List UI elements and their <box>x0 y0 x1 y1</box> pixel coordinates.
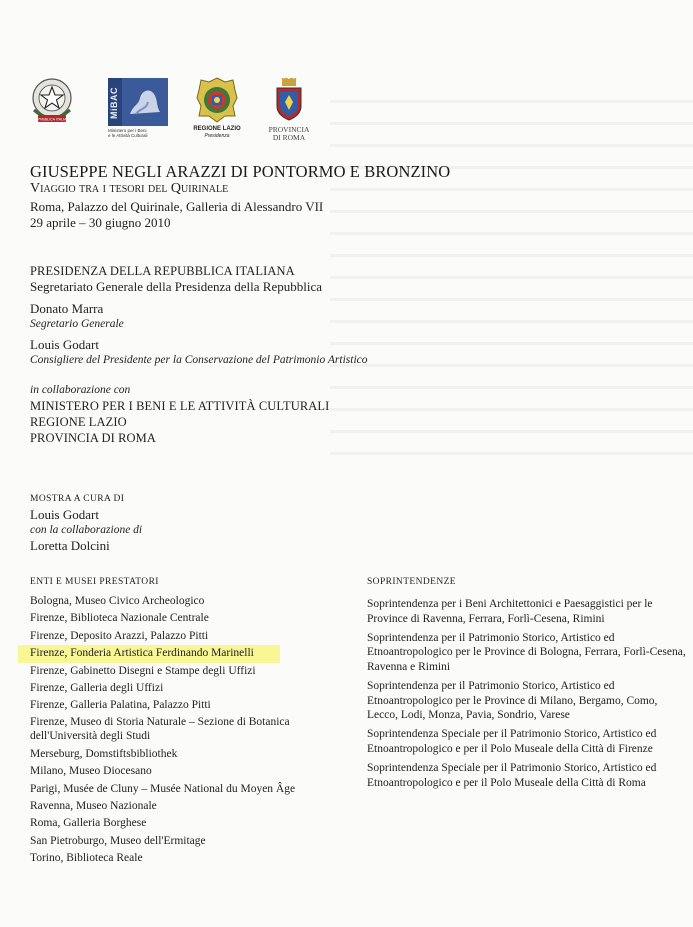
logo-row <box>30 74 340 144</box>
mibac-caption: Ministero per i Beni e le Attività Culturali <box>108 128 148 138</box>
person-name: Donato Marra <box>30 301 104 316</box>
mostra-label: MOSTRA A CURA DI <box>30 494 125 504</box>
regione-lazio-caption: REGIONE LAZIO Presidenza <box>193 126 241 139</box>
list-item: Torino, Biblioteca Reale <box>30 852 143 865</box>
list-item: Firenze, Gabinetto Disegni e Stampe degli Uffizi <box>30 664 256 677</box>
collaborazione-intro: in collaborazione con <box>30 384 131 396</box>
person-role: Consigliere del Presidente per la Conservazione del Patrimonio Artistico <box>30 354 368 366</box>
list-item: Milano, Museo Diocesano <box>30 765 152 778</box>
soprintendenza-entry: Soprintendenza per il Patrimonio Storico, Artistico ed Etnoantropologico per le Province di Bologna, Ferrara, Forlì-Cesena, Ravenna e Rimini <box>367 631 686 673</box>
soprintendenza-entry: Soprintendenza Speciale per il Patrimonio Storico, Artistico ed Etnoantropologico e per il Polo Museale della Città di Firenze <box>367 728 657 755</box>
person-role: Segretario Generale <box>30 318 124 330</box>
enti-list <box>30 593 295 868</box>
soprintendenza-entry: Soprintendenza per il Patrimonio Storico, Artistico ed Etnoantropologico per le Province di Milano, Bergamo, Como, Lecco, Lodi, Monza, Pavia, Sondrio, Varese <box>367 679 658 722</box>
mibac-logo <box>108 78 168 126</box>
list-item: Firenze, Galleria Palatina, Palazzo Pitti <box>30 699 211 712</box>
list-item: Roma, Galleria Borghese <box>30 817 147 830</box>
enti-label: ENTI E MUSEI PRESTATORI <box>30 577 159 587</box>
secretariat-line: Segretariato Generale della Presidenza della Repubblica <box>30 279 323 294</box>
presidenza-heading: PRESIDENZA DELLA REPUBBLICA ITALIANA <box>30 264 295 278</box>
soprintendenza-entry: Soprintendenza Speciale per il Patrimonio Storico, Artistico ed Etnoantropologico e per il Polo Museale della Città di Roma <box>367 761 657 789</box>
presidenza-section <box>30 263 368 368</box>
venue-line: Roma, Palazzo del Quirinale, Galleria di Alessandro VII <box>30 199 324 214</box>
soprintendenze-section <box>367 576 687 795</box>
list-item: Bologna, Museo Civico Archeologico <box>30 595 205 607</box>
soprintendenze-label: SOPRINTENDENZE <box>367 577 456 587</box>
list-item: Merseburg, Domstiftsbibliothek <box>30 747 178 760</box>
partner-line: MINISTERO PER I BENI E LE ATTIVITÀ CULTURALI <box>30 399 330 413</box>
list-item: Firenze, Biblioteca Nazionale Centrale <box>30 612 209 625</box>
curator-name: Louis Godart <box>30 507 99 522</box>
mostra-section <box>30 493 142 554</box>
provincia-roma-logo <box>274 78 304 122</box>
regione-lazio-logo <box>195 76 239 124</box>
list-item: Firenze, Galleria degli Uffizi <box>30 682 164 695</box>
dates-line: 29 aprile – 30 giugno 2010 <box>30 215 171 230</box>
mostra-collab-intro: con la collaborazione di <box>30 524 143 536</box>
list-item: Firenze, Museo di Storia Naturale – Sezione di Botanica <box>30 715 290 728</box>
person-name: Louis Godart <box>30 337 99 352</box>
exhibition-header <box>30 162 450 231</box>
mibac-sculpture-icon <box>126 84 164 120</box>
show-through-background <box>330 100 693 460</box>
list-item: Firenze, Deposito Arazzi, Palazzo Pitti <box>30 629 209 642</box>
collaborazione-section <box>30 383 329 446</box>
mibac-mark: MiBAC <box>109 87 119 119</box>
highlighted-list-item: Firenze, Fonderia Artistica Ferdinando Marinelli <box>18 645 280 662</box>
list-item: Parigi, Musée de Cluny – Musée National du Moyen Âge <box>30 782 296 795</box>
list-item: San Pietroburgo, Museo dell'Ermitage <box>30 834 206 847</box>
page-title: GIUSEPPE NEGLI ARAZZI DI PONTORMO E BRONZINO <box>30 162 451 181</box>
collaborator-name: Loretta Dolcini <box>30 538 110 553</box>
list-item-continuation: dell'Università degli Studi <box>30 729 151 742</box>
repubblica-ribbon-text: REPVBBLICA ITALIANA <box>32 117 72 122</box>
partner-line: PROVINCIA DI ROMA <box>30 431 157 445</box>
list-item: Ravenna, Museo Nazionale <box>30 800 157 813</box>
partner-line: REGIONE LAZIO <box>30 415 127 429</box>
soprintendenza-entry: Soprintendenza per i Beni Architettonici e Paesaggistici per le Province di Ravenna, Ferrara, Forlì-Cesena, Rimini <box>367 598 653 625</box>
repubblica-emblem-logo <box>30 76 74 128</box>
page-subtitle: Viaggio tra i tesori del Quirinale <box>30 181 229 196</box>
enti-section <box>30 576 295 868</box>
provincia-roma-caption: PROVINCIA DI ROMA <box>268 125 310 142</box>
